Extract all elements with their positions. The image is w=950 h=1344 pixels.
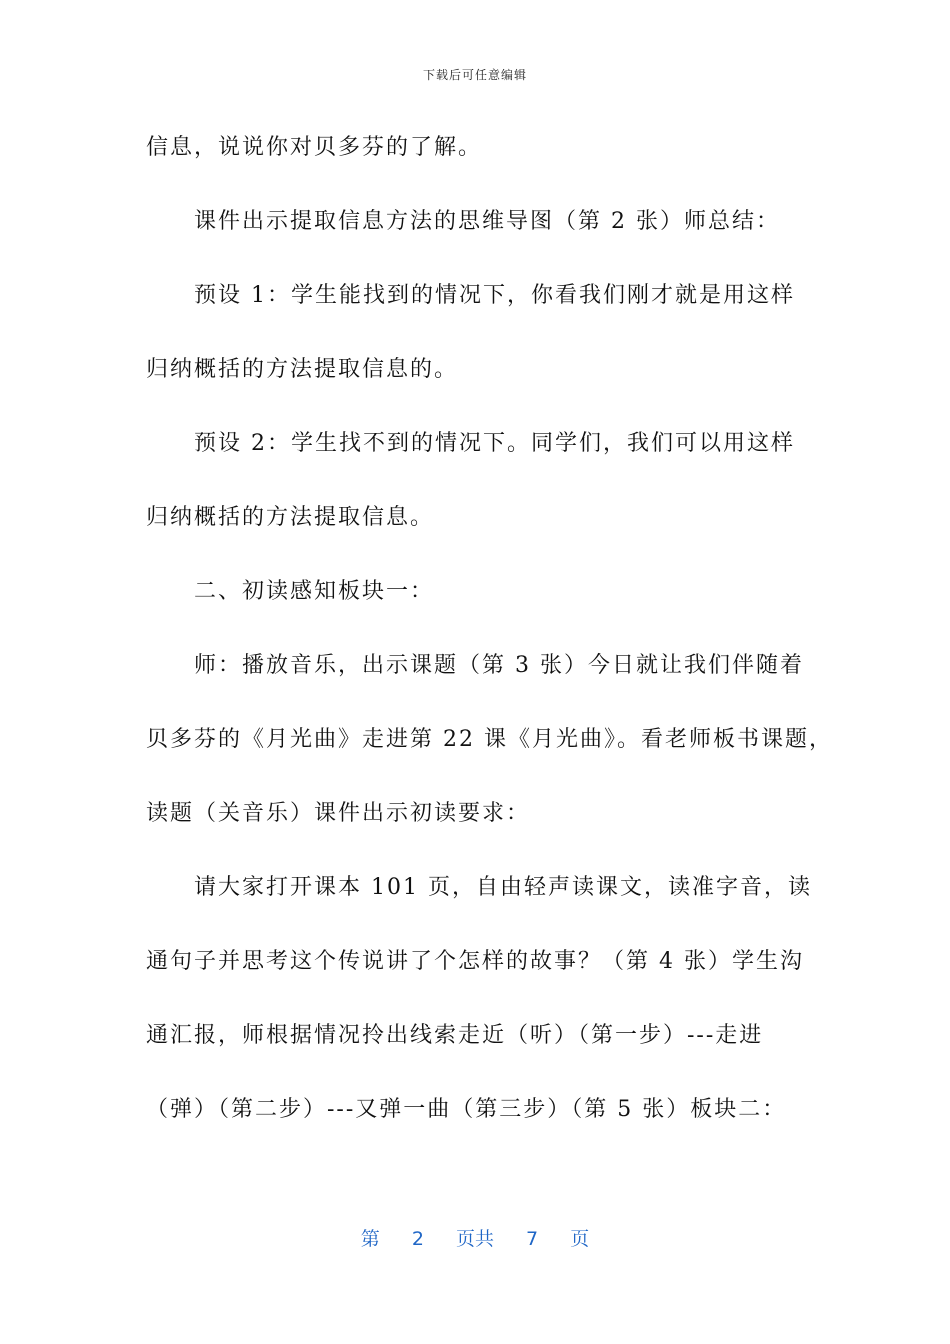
paragraph-line-2: 课件出示提取信息方法的思维导图（第 2 张）师总结： (194, 209, 780, 234)
paragraph-line-5: 预设 2：学生找不到的情况下。同学们，我们可以用这样 (194, 431, 795, 456)
paragraph-line-14: （弹）（第二步）---又弹一曲（第三步）（第 5 张）板块二： (146, 1097, 787, 1122)
page-header: 下载后可任意编辑 (422, 68, 527, 82)
paragraph-line-9: 贝多芬的《月光曲》走进第 22 课《月光曲》。看老师板书课题， (146, 727, 833, 752)
paragraph-line-13: 通汇报，师根据情况拎出线索走近（听）（第一步）---走进 (146, 1023, 764, 1048)
paragraph-line-12: 通句子并思考这个传说讲了个怎样的故事？（第 4 张）学生沟 (146, 949, 804, 974)
paragraph-line-6: 归纳概括的方法提取信息。 (146, 505, 435, 530)
page-footer (0, 1224, 950, 1251)
paragraph-line-10: 读题（关音乐）课件出示初读要求： (146, 801, 531, 826)
paragraph-line-4: 归纳概括的方法提取信息的。 (146, 357, 459, 382)
paragraph-line-11: 请大家打开课本 101 页，自由轻声读课文，读准字音，读 (194, 875, 812, 900)
footer-total-pages: 7 (526, 1228, 539, 1250)
paragraph-line-3: 预设 1：学生能找到的情况下，你看我们刚才就是用这样 (194, 283, 795, 308)
footer-current-page: 2 (411, 1228, 424, 1250)
footer-prefix: 第 (360, 1228, 380, 1250)
footer-suffix: 页 (570, 1228, 590, 1250)
paragraph-line-8: 师：播放音乐，出示课题（第 3 张）今日就让我们伴随着 (194, 653, 804, 678)
section-heading: 二、初读感知板块一： (194, 579, 435, 604)
footer-middle: 页共 (455, 1228, 494, 1250)
paragraph-line-1: 信息，说说你对贝多芬的了解。 (146, 135, 483, 160)
